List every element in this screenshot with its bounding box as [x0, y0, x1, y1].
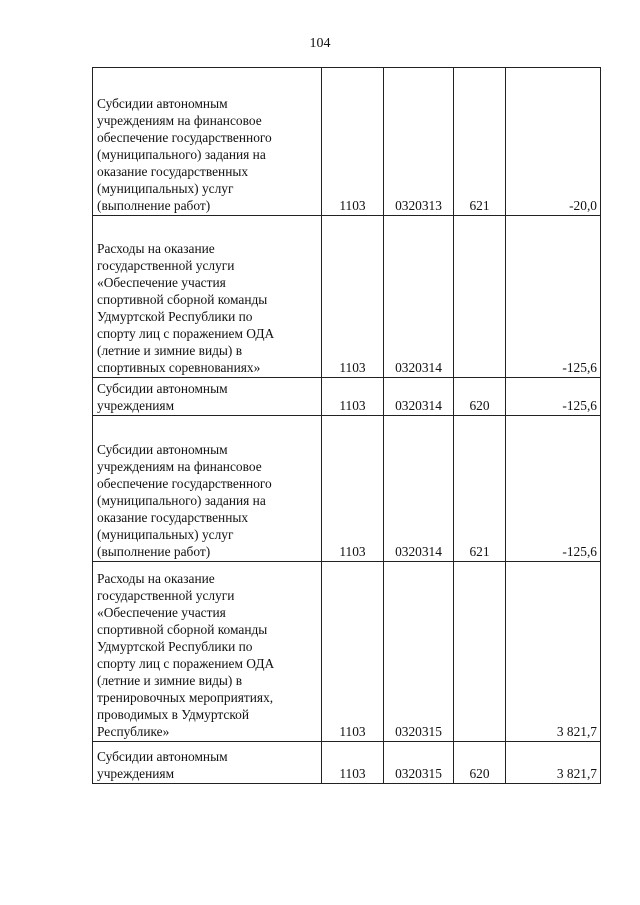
table-row [93, 378, 601, 416]
row-name-cell: Расходы на оказание государственной услуги «Обеспечение участия спортивной сборной команды Удмуртской Республики по спорту лиц с поражением ОДА (летние и зимние виды) в спортивных соревнованиях» [93, 216, 322, 378]
target-code-cell: 0320314 [384, 378, 454, 416]
target-code-cell: 0320314 [384, 416, 454, 562]
row-name-cell: Субсидии автономным учреждениям на финансовое обеспечение государственного (муниципального) задания на оказание государственных (муниципальных) услуг (выполнение работ) [93, 416, 322, 562]
target-code-cell: 0320315 [384, 562, 454, 742]
target-code-cell: 0320315 [384, 742, 454, 784]
section-code-cell: 1103 [322, 416, 384, 562]
expense-type-cell: 620 [454, 378, 506, 416]
amount-cell: -125,6 [506, 216, 601, 378]
table-row [93, 562, 601, 742]
table-row [93, 742, 601, 784]
expense-type-cell [454, 216, 506, 378]
amount-cell: -125,6 [506, 416, 601, 562]
table-row [93, 68, 601, 216]
row-name-cell: Субсидии автономным учреждениям [93, 742, 322, 784]
expense-type-cell: 620 [454, 742, 506, 784]
expense-type-cell [454, 562, 506, 742]
target-code-cell: 0320314 [384, 216, 454, 378]
row-name-cell: Расходы на оказание государственной услуги «Обеспечение участия спортивной сборной команды Удмуртской Республики по спорту лиц с поражением ОДА (летние и зимние виды) в тренировочных мероприятиях, проводимых в Удмуртской Республике» [93, 562, 322, 742]
section-code-cell: 1103 [322, 68, 384, 216]
section-code-cell: 1103 [322, 742, 384, 784]
amount-cell: -125,6 [506, 378, 601, 416]
row-name-cell: Субсидии автономным учреждениям на финансовое обеспечение государственного (муниципального) задания на оказание государственных (муниципальных) услуг (выполнение работ) [93, 68, 322, 216]
table-row [93, 216, 601, 378]
row-name-cell: Субсидии автономным учреждениям [93, 378, 322, 416]
amount-cell: 3 821,7 [506, 742, 601, 784]
table-row [93, 416, 601, 562]
expense-type-cell: 621 [454, 416, 506, 562]
budget-table [92, 67, 601, 784]
expense-type-cell: 621 [454, 68, 506, 216]
amount-cell: 3 821,7 [506, 562, 601, 742]
section-code-cell: 1103 [322, 216, 384, 378]
amount-cell: -20,0 [506, 68, 601, 216]
page-number: 104 [309, 36, 331, 51]
section-code-cell: 1103 [322, 562, 384, 742]
section-code-cell: 1103 [322, 378, 384, 416]
target-code-cell: 0320313 [384, 68, 454, 216]
